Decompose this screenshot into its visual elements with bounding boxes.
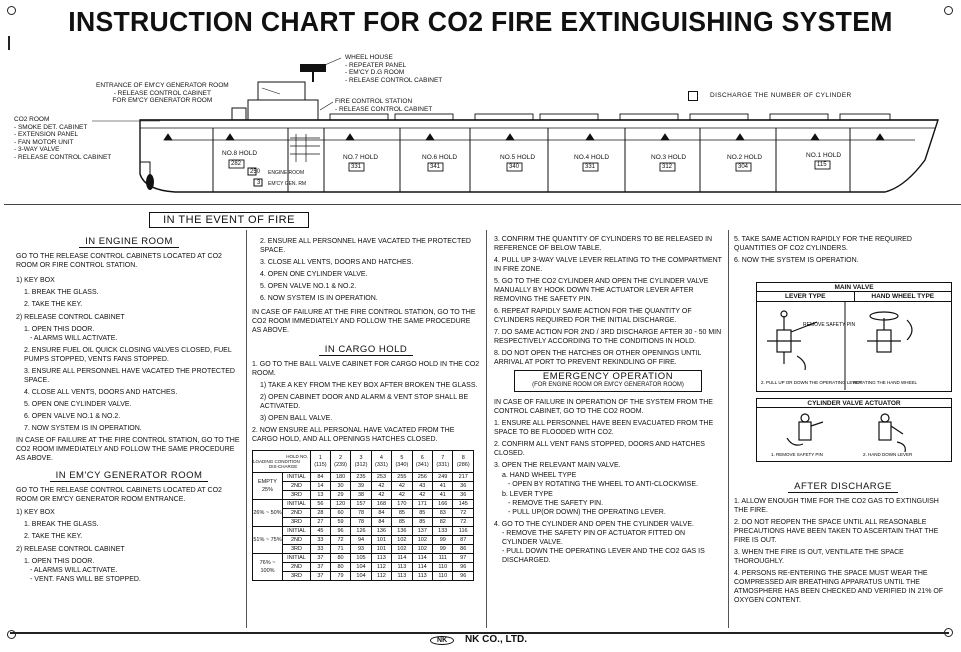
- hold-number: 341: [430, 164, 441, 170]
- step: - PULL DOWN THE OPERATING LEVER AND THE CO2 GAS IS DISCHARGED.: [502, 548, 705, 564]
- table-discharge-cell: 2ND: [283, 482, 311, 491]
- step: 2. ENSURE ALL PERSONNEL HAVE VACATED THE PROTECTED SPACE.: [260, 238, 471, 254]
- table-cell: 39: [351, 482, 371, 491]
- step: 5. OPEN ONE CYLINDER VALVE.: [24, 401, 132, 408]
- table-row: [253, 545, 474, 554]
- step: 1) KEY BOX: [16, 509, 55, 516]
- table-cell: 85: [412, 518, 432, 527]
- discharge-legend-box: [688, 91, 698, 101]
- emergency-intro: IN CASE OF FAILURE IN OPERATION OF THE SYSTEM FROM THE CONTROL CABINET, GO TO THE CO2 ROOM.: [494, 399, 713, 415]
- table-discharge-cell: 3RD: [283, 518, 311, 527]
- table-cell: 80: [330, 554, 350, 563]
- table-condition-cell: 51% ~ 75%: [253, 527, 283, 554]
- step: - PULL UP(OR DOWN) THE OPERATING LEVER.: [508, 509, 666, 516]
- table-cell: 30: [330, 482, 350, 491]
- column-cargo-hold: [252, 237, 480, 581]
- cargo-hold-heading: IN CARGO HOLD: [252, 345, 480, 354]
- step: 2) OPEN CABINET DOOR AND ALARM & VENT STOP SHALL BE ACTIVATED.: [260, 394, 469, 410]
- table-row: [253, 473, 474, 482]
- table-cell: 33: [311, 545, 331, 554]
- after-discharge-heading: AFTER DISCHARGE: [734, 482, 952, 491]
- table-condition-cell: EMPTY 25%: [253, 473, 283, 500]
- table-cell: 170: [392, 500, 412, 509]
- step: - OPEN BY ROTATING THE WHEEL TO ANTI-CLOCKWISE.: [508, 481, 698, 488]
- column-divider: [728, 230, 729, 628]
- table-cell: 104: [351, 572, 371, 581]
- table-cell: 27: [311, 518, 331, 527]
- table-cell: 114: [412, 554, 432, 563]
- table-cell: 87: [453, 536, 474, 545]
- table-discharge-cell: 2ND: [283, 536, 311, 545]
- table-cell: 110: [433, 572, 453, 581]
- table-discharge-cell: 2ND: [283, 509, 311, 518]
- table-cell: 96: [330, 527, 350, 536]
- column-divider: [486, 230, 487, 628]
- table-cell: 93: [351, 545, 371, 554]
- table-header-cell: 3 (312): [351, 451, 371, 473]
- table-row: [253, 491, 474, 500]
- table-cell: 104: [351, 563, 371, 572]
- table-cell: 84: [371, 509, 391, 518]
- table-cell: 78: [351, 518, 371, 527]
- step: 7. NOW SYSTEM IS IN OPERATION.: [24, 425, 142, 432]
- table-row: [253, 500, 474, 509]
- table-cell: 253: [371, 473, 391, 482]
- hold-number: 331: [585, 164, 596, 170]
- step: - REMOVE THE SAFETY PIN.: [508, 500, 604, 507]
- table-cell: 101: [371, 545, 391, 554]
- gen-room-heading: IN EM'CY GENERATOR ROOM: [16, 471, 242, 480]
- table-cell: 37: [311, 572, 331, 581]
- table-row: [253, 554, 474, 563]
- step: 1. OPEN THIS DOOR.: [24, 558, 95, 565]
- step: 4. PERSONS RE-ENTERING THE SPACE MUST WEAR THE COMPRESSED AIR BREATHING APPARATUS UNTIL THE ATMOSPHERE HAS BEEN CHECKED AND VERIFIED IN 21% OF OXYGEN CONTENT.: [734, 570, 944, 604]
- table-cell: 126: [351, 527, 371, 536]
- table-cell: 235: [351, 473, 371, 482]
- table-cell: 168: [371, 500, 391, 509]
- gen-intro: GO TO THE RELEASE CONTROL CABINETS LOCATED AT CO2 ROOM OR EM'CY GENERATOR ROOM ENTRANCE.: [16, 487, 222, 503]
- table-cell: 113: [392, 563, 412, 572]
- step: 6. OPEN VALVE NO.1 & NO.2.: [24, 413, 121, 420]
- hold-number: 304: [738, 164, 749, 170]
- step: - REMOVE THE SAFETY PIN OF ACTUATOR FITTED ON CYLINDER VALVE.: [502, 530, 686, 546]
- ship-profile-diagram: [0, 42, 961, 202]
- hold-number: 312: [662, 164, 673, 170]
- table-cell: 133: [433, 527, 453, 536]
- cva-step-2: 2. HAND DOWN LEVER: [863, 452, 913, 457]
- table-cell: 114: [392, 554, 412, 563]
- table-discharge-cell: INITIAL: [283, 527, 311, 536]
- step: 7. DO SAME ACTION FOR 2ND / 3RD DISCHARGE AFTER 30 - 50 MIN RESPECTIVELY ACCORDING TO THE CONDITIONS IN HOLD.: [494, 329, 722, 345]
- main-valve-figure: [756, 282, 952, 392]
- entrance-gen-room-label: ENTRANCE OF EM'CY GENERATOR ROOM - RELEASE CONTROL CABINET FOR EM'CY GENERATOR ROOM: [96, 82, 229, 104]
- step: 3. ENSURE ALL PERSONNEL HAVE VACATED THE PROTECTED SPACE.: [24, 368, 235, 384]
- failure-note: IN CASE OF FAILURE AT THE FIRE CONTROL STATION, GO TO THE CO2 ROOM IMMEDIATELY AND FOLLOW THE SAME PROCEDURE AS ABOVE.: [252, 309, 476, 334]
- step: 2) RELEASE CONTROL CABINET: [16, 546, 125, 553]
- table-cell: 42: [371, 491, 391, 500]
- hold-label: NO.4 HOLD: [574, 154, 610, 161]
- table-cell: 42: [392, 482, 412, 491]
- wheel-house-label: WHEEL HOUSE - REPEATER PANEL - EM'CY D.G ROOM - RELEASE CONTROL CABINET: [345, 54, 443, 84]
- step: 1. OPEN THIS DOOR.: [24, 326, 95, 333]
- table-row: [253, 518, 474, 527]
- hold-number: 340: [509, 164, 520, 170]
- step: 6. REPEAT RAPIDLY SAME ACTION FOR THE QUANTITY OF CYLINDERS REQUIRED FOR THE INITIAL DISCHARGE.: [494, 308, 692, 324]
- table-cell: 114: [412, 563, 432, 572]
- table-cell: 79: [330, 572, 350, 581]
- table-cell: 41: [433, 482, 453, 491]
- table-cell: 84: [371, 518, 391, 527]
- table-cell: 102: [392, 545, 412, 554]
- co2-room-label: CO2 ROOM - SMOKE DET. CABINET - EXTENSION PANEL - FAN MOTOR UNIT - 3-WAY VALVE - RELEASE CONTROL CABINET: [14, 116, 112, 161]
- table-cell: 105: [351, 554, 371, 563]
- table-cell: 112: [371, 563, 391, 572]
- step: b. LEVER TYPE: [502, 491, 553, 498]
- table-cell: 136: [392, 527, 412, 536]
- table-row: [253, 563, 474, 572]
- table-cell: 85: [412, 509, 432, 518]
- table-header-cell: 8 (286): [453, 451, 474, 473]
- discharge-legend-label: DISCHARGE THE NUMBER OF CYLINDER: [710, 92, 852, 99]
- step: 3. CONFIRM THE QUANTITY OF CYLINDERS TO BE RELEASED IN REFERENCE OF BELOW TABLE.: [494, 236, 713, 252]
- step: 2) RELEASE CONTROL CABINET: [16, 314, 125, 321]
- step: 1. ENSURE ALL PERSONNEL HAVE BEEN EVACUATED FROM THE SPACE TO BE FLOODED WITH CO2.: [494, 420, 714, 436]
- table-header-cell: 4 (331): [371, 451, 391, 473]
- step: 2. NOW ENSURE ALL PERSONAL HAVE VACATED FROM THE CARGO HOLD, AND ALL OPENINGS HATCHES CLOSED.: [252, 427, 455, 443]
- table-cell: 86: [453, 545, 474, 554]
- column-engine-room: [16, 232, 242, 587]
- step: 1. BREAK THE GLASS.: [24, 289, 99, 296]
- hold-number: 115: [817, 162, 827, 168]
- table-row: [253, 536, 474, 545]
- cylinder-quantity-table: [252, 450, 474, 581]
- table-cell: 36: [453, 482, 474, 491]
- table-cell: 42: [412, 491, 432, 500]
- step: 2. TAKE THE KEY.: [24, 301, 83, 308]
- column-divider: [246, 230, 247, 628]
- table-cell: 59: [330, 518, 350, 527]
- step: 5. GO TO THE CO2 CYLINDER AND OPEN THE CYLINDER VALVE MANUALLY BY HOOK DOWN THE ACTUATOR LEVER AFTER REMOVING THE SAFETY PIN.: [494, 278, 709, 303]
- step: a. HAND WHEEL TYPE: [502, 472, 577, 479]
- table-discharge-cell: 3RD: [283, 545, 311, 554]
- after-discharge-section: [734, 482, 952, 608]
- table-cell: 60: [330, 509, 350, 518]
- hand-wheel-type-label: HAND WHEEL TYPE: [871, 293, 935, 300]
- table-cell: 171: [412, 500, 432, 509]
- step: 3) OPEN BALL VALVE.: [260, 415, 333, 422]
- engine-room-number: 250: [250, 169, 261, 175]
- table-cell: 120: [330, 500, 350, 509]
- step: 4. GO TO THE CYLINDER AND OPEN THE CYLINDER VALVE.: [494, 521, 694, 528]
- table-cell: 99: [433, 545, 453, 554]
- table-cell: 37: [311, 563, 331, 572]
- company-logo: NK: [430, 636, 454, 645]
- hold-number: 282: [231, 161, 242, 167]
- hold-label: NO.3 HOLD: [651, 154, 687, 161]
- table-header-cell: 1 (115): [311, 451, 331, 473]
- table-cell: 72: [453, 509, 474, 518]
- main-valve-title: MAIN VALVE: [757, 283, 951, 292]
- table-cell: 14: [311, 482, 331, 491]
- table-cell: 166: [433, 500, 453, 509]
- step: 4. PULL UP 3-WAY VALVE LEVER RELATING TO THE COMPARTMENT IN FIRE ZONE.: [494, 257, 722, 273]
- engine-room-heading: IN ENGINE ROOM: [16, 237, 242, 246]
- table-condition-cell: 26% ~ 50%: [253, 500, 283, 527]
- step: 5. TAKE SAME ACTION RAPIDLY FOR THE REQUIRED QUANTITIES OF CO2 CYLINDERS.: [734, 236, 912, 252]
- step: 4. OPEN ONE CYLINDER VALVE.: [260, 271, 368, 278]
- table-header-cell: 5 (340): [392, 451, 412, 473]
- page-title: INSTRUCTION CHART FOR CO2 FIRE EXTINGUISHING SYSTEM: [68, 6, 893, 37]
- step: 1) TAKE A KEY FROM THE KEY BOX AFTER BROKEN THE GLASS.: [260, 382, 478, 389]
- step: 3. CLOSE ALL VENTS, DOORS AND HATCHES.: [260, 259, 414, 266]
- table-discharge-cell: 3RD: [283, 491, 311, 500]
- table-cell: 111: [433, 554, 453, 563]
- table-row: [253, 572, 474, 581]
- table-cell: 102: [412, 545, 432, 554]
- step: 2. TAKE THE KEY.: [24, 533, 83, 540]
- table-cell: 255: [392, 473, 412, 482]
- table-cell: 41: [433, 491, 453, 500]
- table-cell: 71: [330, 545, 350, 554]
- punch-hole-top-left: [7, 6, 16, 15]
- table-row: [253, 527, 474, 536]
- gen-room-number: 3: [257, 180, 261, 186]
- table-cell: 256: [412, 473, 432, 482]
- table-cell: 217: [453, 473, 474, 482]
- table-cell: 157: [351, 500, 371, 509]
- table-cell: 38: [351, 491, 371, 500]
- hold-label: NO.7 HOLD: [343, 154, 379, 161]
- table-header-cell: 7 (331): [433, 451, 453, 473]
- table-cell: 80: [330, 563, 350, 572]
- table-cell: 28: [311, 509, 331, 518]
- event-of-fire-banner: IN THE EVENT OF FIRE: [149, 212, 309, 228]
- table-cell: 72: [453, 518, 474, 527]
- table-cell: 113: [371, 554, 391, 563]
- step: 1. ALLOW ENOUGH TIME FOR THE CO2 GAS TO EXTINGUISH THE FIRE.: [734, 498, 939, 514]
- table-cell: 249: [433, 473, 453, 482]
- table-header-cell: 6 (341): [412, 451, 432, 473]
- table-cell: 85: [392, 518, 412, 527]
- section-divider: [4, 204, 961, 205]
- remove-pin-text: REMOVE SAFETY PIN: [803, 322, 856, 328]
- table-cell: 84: [311, 473, 331, 482]
- table-cell: 112: [371, 572, 391, 581]
- hold-label: NO.8 HOLD: [222, 150, 258, 157]
- table-cell: 96: [453, 572, 474, 581]
- table-cell: 33: [311, 536, 331, 545]
- fire-control-station-label: FIRE CONTROL STATION - RELEASE CONTROL CABINET: [335, 98, 433, 113]
- table-cell: 56: [311, 500, 331, 509]
- table-cell: 136: [371, 527, 391, 536]
- step: - ALARMS WILL ACTIVATE.: [30, 567, 118, 574]
- table-discharge-cell: INITIAL: [283, 500, 311, 509]
- cva-step-1: 1. REMOVE SAFETY PIN: [771, 452, 823, 457]
- table-cell: 110: [433, 563, 453, 572]
- table-cell: 113: [412, 572, 432, 581]
- table-cell: 13: [311, 491, 331, 500]
- table-cell: 99: [433, 536, 453, 545]
- table-discharge-cell: INITIAL: [283, 554, 311, 563]
- table-condition-cell: 76% ~ 100%: [253, 554, 283, 581]
- punch-hole-top-right: [944, 6, 953, 15]
- actuator-illustration: [757, 408, 951, 460]
- step: 5. OPEN VALVE NO.1 & NO.2.: [260, 283, 357, 290]
- cylinder-valve-actuator-figure: [756, 398, 952, 462]
- hold-label: NO.5 HOLD: [500, 154, 536, 161]
- table-cell: 145: [453, 500, 474, 509]
- table-cell: 97: [453, 554, 474, 563]
- table-cell: 82: [433, 518, 453, 527]
- table-cell: 102: [412, 536, 432, 545]
- step: 1. GO TO THE BALL VALVE CABINET FOR CARGO HOLD IN THE CO2 ROOM.: [252, 361, 480, 377]
- table-cell: 36: [453, 491, 474, 500]
- step: 3. OPEN THE RELEVANT MAIN VALVE.: [494, 462, 621, 469]
- hold-label: NO.6 HOLD: [422, 154, 458, 161]
- step: 8. DO NOT OPEN THE HATCHES OR OTHER OPENINGS UNTIL ARRIVAL AT PORT TO PREVENT REKINDLING OF FIRE.: [494, 350, 702, 366]
- column-after-discharge: [734, 235, 952, 268]
- cva-title: CYLINDER VALVE ACTUATOR: [757, 399, 951, 408]
- engine-room-label: ENGINE ROOM: [268, 170, 305, 176]
- step: 2. DO NOT REOPEN THE SPACE UNTIL ALL REASONABLE PRECAUTIONS HAVE BEEN TAKEN TO ASCERTAIN THAT THE FIRE IS OUT.: [734, 519, 939, 544]
- table-cell: 96: [453, 563, 474, 572]
- table-cell: 29: [330, 491, 350, 500]
- step: 1) KEY BOX: [16, 277, 55, 284]
- table-corner: HOLD NO. LOADING CONDITION DIS-CHARGE: [253, 451, 311, 473]
- hold-number: 331: [351, 164, 362, 170]
- valve-illustration: [757, 302, 951, 390]
- table-cell: 102: [392, 536, 412, 545]
- table-header-cell: 2 (239): [330, 451, 350, 473]
- step: 2. ENSURE FUEL OIL QUICK CLOSING VALVES CLOSED, FUEL PUMPS STOPPED, VENTS FANS STOPPED.: [24, 347, 232, 363]
- table-cell: 78: [351, 509, 371, 518]
- table-cell: 137: [412, 527, 432, 536]
- pull-up-text: 2. PULL UP OR DOWN THE OPERATING LEVER: [761, 380, 862, 385]
- step: 3. WHEN THE FIRE IS OUT, VENTILATE THE SPACE THOROUGHLY.: [734, 549, 904, 565]
- step: 6. NOW SYSTEM IS IN OPERATION.: [260, 295, 378, 302]
- table-cell: 94: [351, 536, 371, 545]
- table-cell: 43: [412, 482, 432, 491]
- hold-label: NO.2 HOLD: [727, 154, 763, 161]
- table-row: [253, 482, 474, 491]
- table-cell: 42: [392, 491, 412, 500]
- emergency-operation-box: EMERGENCY OPERATION (FOR ENGINE ROOM OR EM'CY GENERATOR ROOM): [514, 370, 702, 392]
- hold-label: NO.1 HOLD: [806, 152, 842, 159]
- table-cell: 101: [371, 536, 391, 545]
- company-name: NK CO., LTD.: [461, 634, 531, 645]
- step: 6. NOW THE SYSTEM IS OPERATION.: [734, 257, 859, 264]
- step: - VENT. FANS WILL BE STOPPED.: [30, 576, 141, 583]
- table-cell: 45: [311, 527, 331, 536]
- engine-failure-note: IN CASE OF FAILURE AT THE FIRE CONTROL STATION, GO TO THE CO2 ROOM IMMEDIATELY AND FOLLOW THE SAME PROCEDURE AS ABOVE.: [16, 437, 240, 462]
- table-discharge-cell: 2ND: [283, 563, 311, 572]
- step: - ALARMS WILL ACTIVATE.: [30, 335, 118, 342]
- step: 4. CLOSE ALL VENTS, DOORS AND HATCHES.: [24, 389, 178, 396]
- engine-intro: GO TO THE RELEASE CONTROL CABINETS LOCATED AT CO2 ROOM OR FIRE CONTROL STATION.: [16, 253, 222, 269]
- table-cell: 83: [433, 509, 453, 518]
- lever-type-label: LEVER TYPE: [757, 292, 855, 301]
- table-cell: 113: [392, 572, 412, 581]
- table-cell: 85: [392, 509, 412, 518]
- table-discharge-cell: INITIAL: [283, 473, 311, 482]
- rotate-text: ROTATING THE HAND WHEEL: [853, 380, 918, 385]
- table-row: [253, 509, 474, 518]
- column-emergency: [494, 235, 722, 568]
- gen-room-label: EM'CY GEN. RM: [268, 181, 307, 187]
- table-cell: 180: [330, 473, 350, 482]
- table-cell: 72: [330, 536, 350, 545]
- step: 1. BREAK THE GLASS.: [24, 521, 99, 528]
- table-discharge-cell: 3RD: [283, 572, 311, 581]
- table-cell: 42: [371, 482, 391, 491]
- table-cell: 37: [311, 554, 331, 563]
- table-cell: 116: [453, 527, 474, 536]
- step: 2. CONFIRM ALL VENT FANS STOPPED, DOORS AND HATCHES CLOSED.: [494, 441, 705, 457]
- footer-company: [0, 634, 961, 645]
